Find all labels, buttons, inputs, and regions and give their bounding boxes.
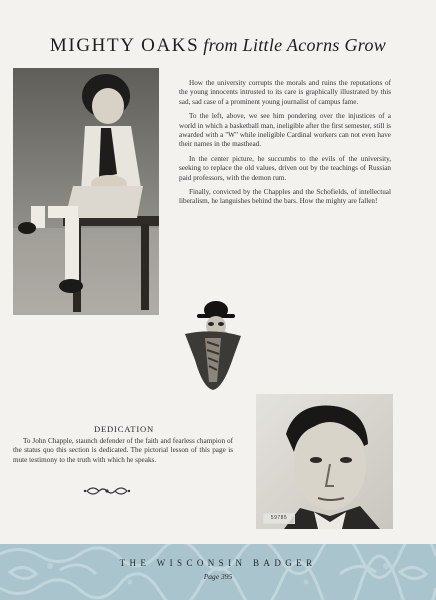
article-body bbox=[179, 79, 391, 212]
photo-child-image bbox=[13, 68, 159, 315]
photo-man-portrait bbox=[256, 394, 393, 529]
title-caps: MIGHTY OAKS bbox=[49, 35, 200, 56]
dedication-text bbox=[13, 437, 233, 465]
ornament-flourish-icon bbox=[83, 484, 131, 498]
photo-portrait-image bbox=[256, 394, 393, 529]
dedication-heading: DEDICATION bbox=[93, 424, 155, 434]
article-paragraph: In the center picture, he succumbs to the evils of the university, seeking to replace the old values, driven out by the teachings of Russian paid professors, with the demon rum. bbox=[179, 154, 391, 182]
footer-title: THE WISCONSIN BADGER bbox=[119, 558, 317, 568]
photo-man-with-bowler-hat bbox=[183, 298, 243, 392]
article-paragraph: To the left, above, we see him pondering over the injustices of a world in which a basketball man, ineligible after the first semester, still is awarded with a "W" while ineligible Cardinal workers can not even have their names in the masthead. bbox=[179, 112, 391, 149]
photo-stamp: 59785 bbox=[263, 513, 295, 524]
photo-bowler-image bbox=[183, 298, 243, 392]
photo-child-on-stool bbox=[13, 68, 159, 315]
page-title bbox=[0, 36, 436, 55]
dedication-paragraph: To John Chapple, staunch defender of the faith and fearless champion of the status quo this section is dedicated. The pictorial lesson of this page is mute testimony to the truth with which he speaks. bbox=[13, 437, 233, 464]
page-number: Page 395 bbox=[203, 572, 233, 581]
article-paragraph: Finally, convicted by the Chapples and the Schofields, of intellectual liberalism, he languishes behind the bars. How the mighty are fallen! bbox=[179, 188, 391, 206]
article-paragraph: How the university corrupts the morals and ruins the reputations of the young innocents intrusted to its care is graphically illustrated by this sad, sad case of a prominent young journalist of campus fame. bbox=[179, 79, 391, 106]
title-script: from Little Acorns Grow bbox=[203, 35, 387, 55]
